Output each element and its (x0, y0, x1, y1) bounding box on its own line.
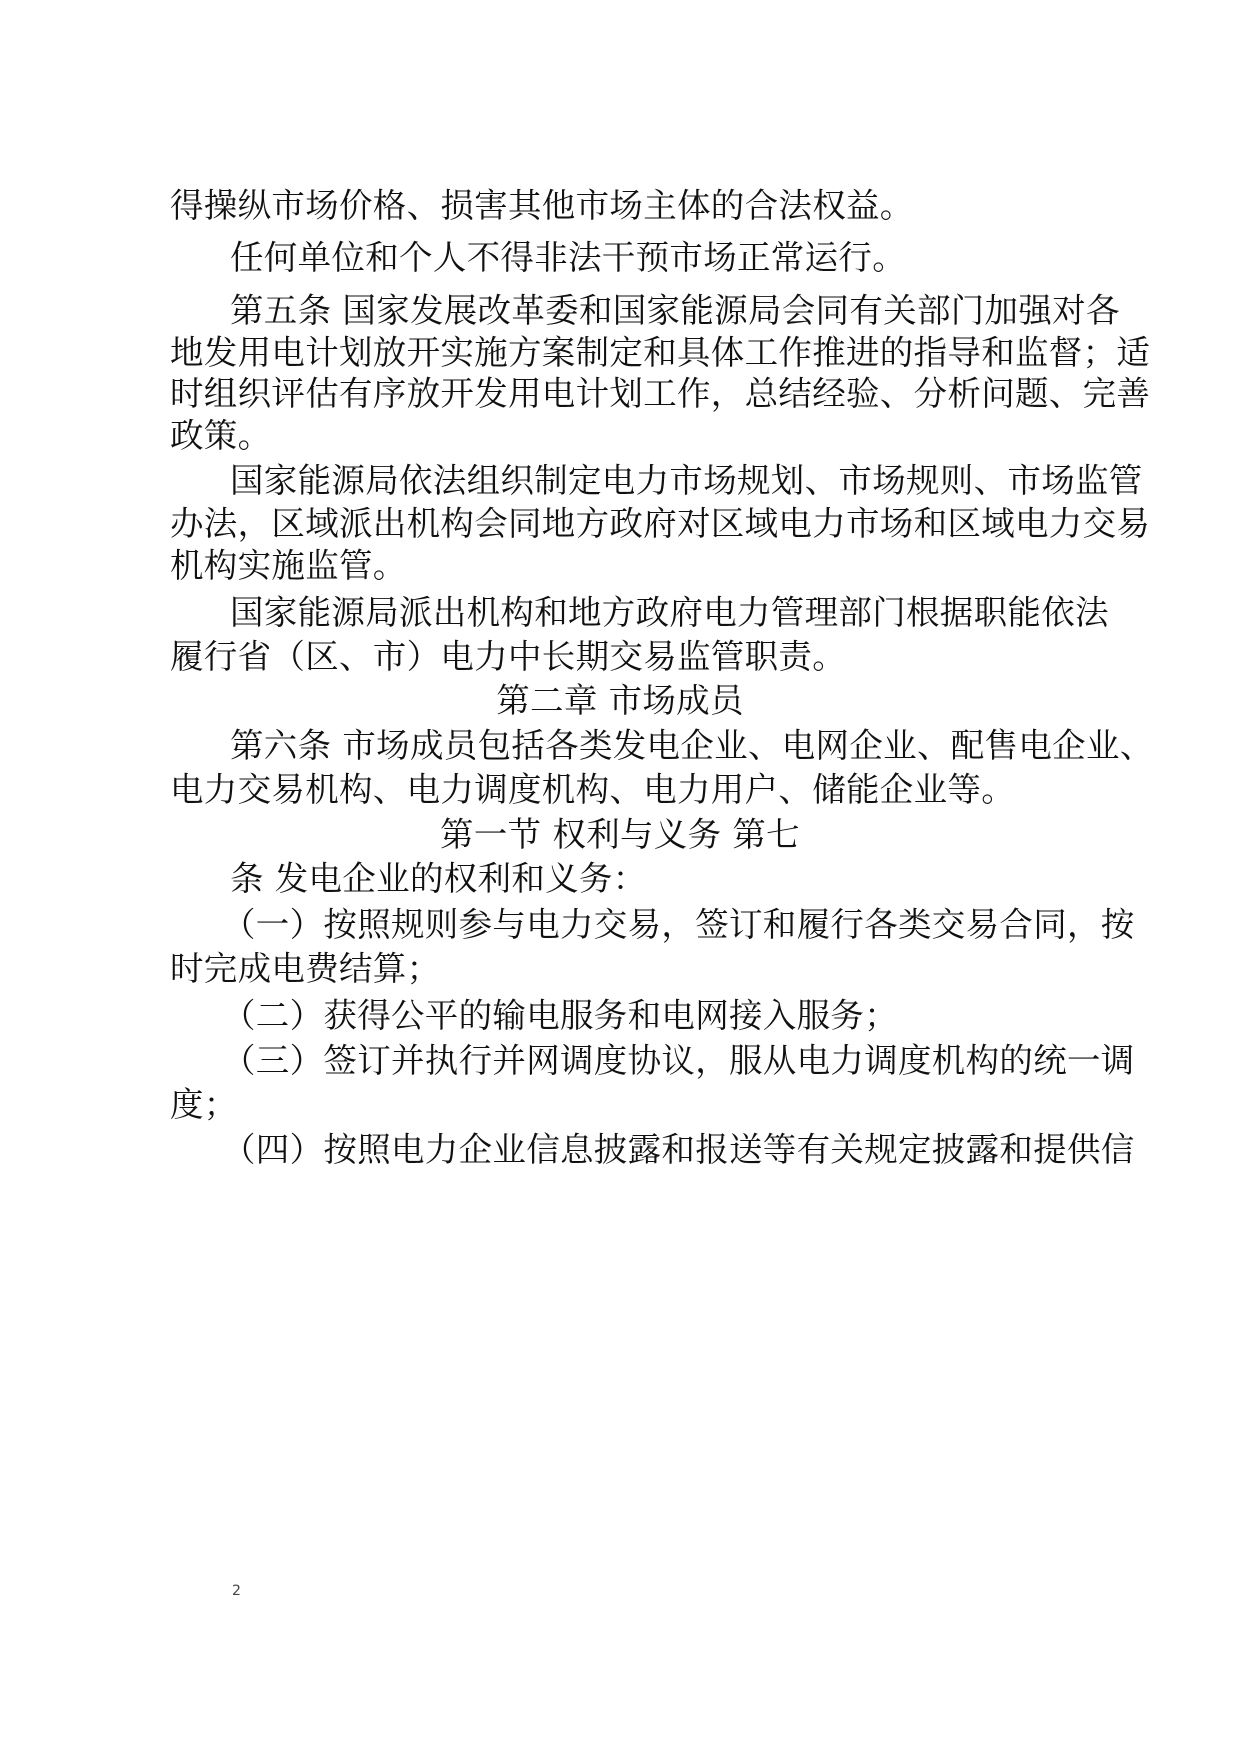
text-line: 办法，区域派出机构会同地方政府对区域电力市场和区域电力交易 (170, 504, 1151, 543)
text-line: 机构实施监管。 (170, 546, 407, 585)
list-item-4: （四）按照电力企业信息披露和报送等有关规定披露和提供信 (222, 1130, 1135, 1169)
section-1-heading: 第一节 权利与义务 第七 (440, 815, 800, 854)
article-6-heading-line: 第六条 市场成员包括各类发电企业、电网企业、配售电企业、 (230, 726, 1154, 765)
text-line: 时完成电费结算； (170, 949, 441, 988)
list-item-2: （二）获得公平的输电服务和电网接入服务； (222, 996, 898, 1035)
text-line: 条 发电企业的权利和义务： (230, 859, 647, 898)
text-line: 得操纵市场价格、损害其他市场主体的合法权益。 (170, 186, 914, 225)
list-item-3: （三）签订并执行并网调度协议，服从电力调度机构的统一调 (222, 1041, 1135, 1080)
article-5-heading-line: 第五条 国家发展改革委和国家能源局会同有关部门加强对各 (230, 291, 1120, 330)
text-line: 度； (170, 1085, 238, 1124)
page-number: 2 (232, 1583, 241, 1599)
chapter-2-heading: 第二章 市场成员 (496, 681, 744, 720)
text-line: 地发用电计划放开实施方案制定和具体工作推进的指导和监督；适 (170, 333, 1151, 372)
text-line: 任何单位和个人不得非法干预市场正常运行。 (230, 238, 906, 277)
text-line: 国家能源局依法组织制定电力市场规划、市场规则、市场监管 (230, 461, 1143, 500)
text-line: 电力交易机构、电力调度机构、电力用户、储能企业等。 (170, 770, 1015, 809)
text-line: 时组织评估有序放开发用电计划工作，总结经验、分析问题、完善 (170, 374, 1151, 413)
list-item-1: （一）按照规则参与电力交易，签订和履行各类交易合同，按 (222, 905, 1135, 944)
text-line: 国家能源局派出机构和地方政府电力管理部门根据职能依法 (230, 593, 1109, 632)
text-line: 政策。 (170, 416, 272, 455)
text-line: 履行省（区、市）电力中长期交易监管职责。 (170, 637, 846, 676)
